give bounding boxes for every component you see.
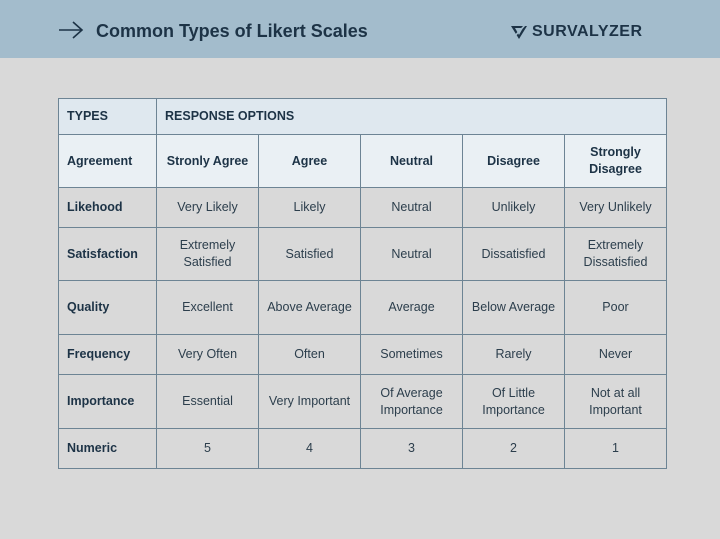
option-cell: Of Little Importance xyxy=(463,375,565,429)
table-header-row xyxy=(59,99,667,135)
option-cell: Essential xyxy=(157,375,259,429)
option-cell: Below Average xyxy=(463,281,565,335)
option-cell: Above Average xyxy=(259,281,361,335)
option-cell: Extremely Satisfied xyxy=(157,228,259,281)
brand-name: SURVALYZER xyxy=(532,23,643,40)
option-cell: 2 xyxy=(463,429,565,469)
row-type-label: Agreement xyxy=(59,135,157,188)
option-cell: Likely xyxy=(259,188,361,228)
option-cell: Never xyxy=(565,335,667,375)
option-cell: Rarely xyxy=(463,335,565,375)
option-cell: Very Often xyxy=(157,335,259,375)
option-cell: Neutral xyxy=(361,135,463,188)
option-cell: Neutral xyxy=(361,228,463,281)
header-bar xyxy=(0,0,720,58)
option-cell: Agree xyxy=(259,135,361,188)
option-cell: Unlikely xyxy=(463,188,565,228)
option-cell: 5 xyxy=(157,429,259,469)
row-type-label: Quality xyxy=(59,281,157,335)
option-cell: 3 xyxy=(361,429,463,469)
option-cell: Of Average Importance xyxy=(361,375,463,429)
option-cell: Neutral xyxy=(361,188,463,228)
table-row-importance xyxy=(59,375,667,429)
option-cell: Very Important xyxy=(259,375,361,429)
option-cell: Dissatisfied xyxy=(463,228,565,281)
option-cell: Excellent xyxy=(157,281,259,335)
table-row-quality xyxy=(59,281,667,335)
row-type-label: Likehood xyxy=(59,188,157,228)
likert-scales-table xyxy=(58,98,667,469)
column-header-response-options: RESPONSE OPTIONS xyxy=(157,99,667,135)
option-cell: 1 xyxy=(565,429,667,469)
arrow-right-icon xyxy=(58,20,84,40)
option-cell: Disagree xyxy=(463,135,565,188)
option-cell: Very Unlikely xyxy=(565,188,667,228)
table-row-numeric xyxy=(59,429,667,469)
option-cell: Not at all Important xyxy=(565,375,667,429)
option-cell: Poor xyxy=(565,281,667,335)
option-cell: Average xyxy=(361,281,463,335)
option-cell: Strongly Disagree xyxy=(565,135,667,188)
column-header-types: TYPES xyxy=(59,99,157,135)
option-cell: 4 xyxy=(259,429,361,469)
row-type-label: Frequency xyxy=(59,335,157,375)
option-cell: Satisfied xyxy=(259,228,361,281)
row-type-label: Satisfaction xyxy=(59,228,157,281)
table-row-agreement xyxy=(59,135,667,188)
row-type-label: Numeric xyxy=(59,429,157,469)
option-cell: Extremely Dissatisfied xyxy=(565,228,667,281)
page-title: Common Types of Likert Scales xyxy=(96,21,368,41)
table-row-likehood xyxy=(59,188,667,228)
row-type-label: Importance xyxy=(59,375,157,429)
table-row-frequency xyxy=(59,335,667,375)
survalyzer-logo-icon xyxy=(510,23,528,41)
option-cell: Stronly Agree xyxy=(157,135,259,188)
table-row-satisfaction xyxy=(59,228,667,281)
option-cell: Sometimes xyxy=(361,335,463,375)
option-cell: Very Likely xyxy=(157,188,259,228)
brand-logo xyxy=(510,22,643,42)
option-cell: Often xyxy=(259,335,361,375)
